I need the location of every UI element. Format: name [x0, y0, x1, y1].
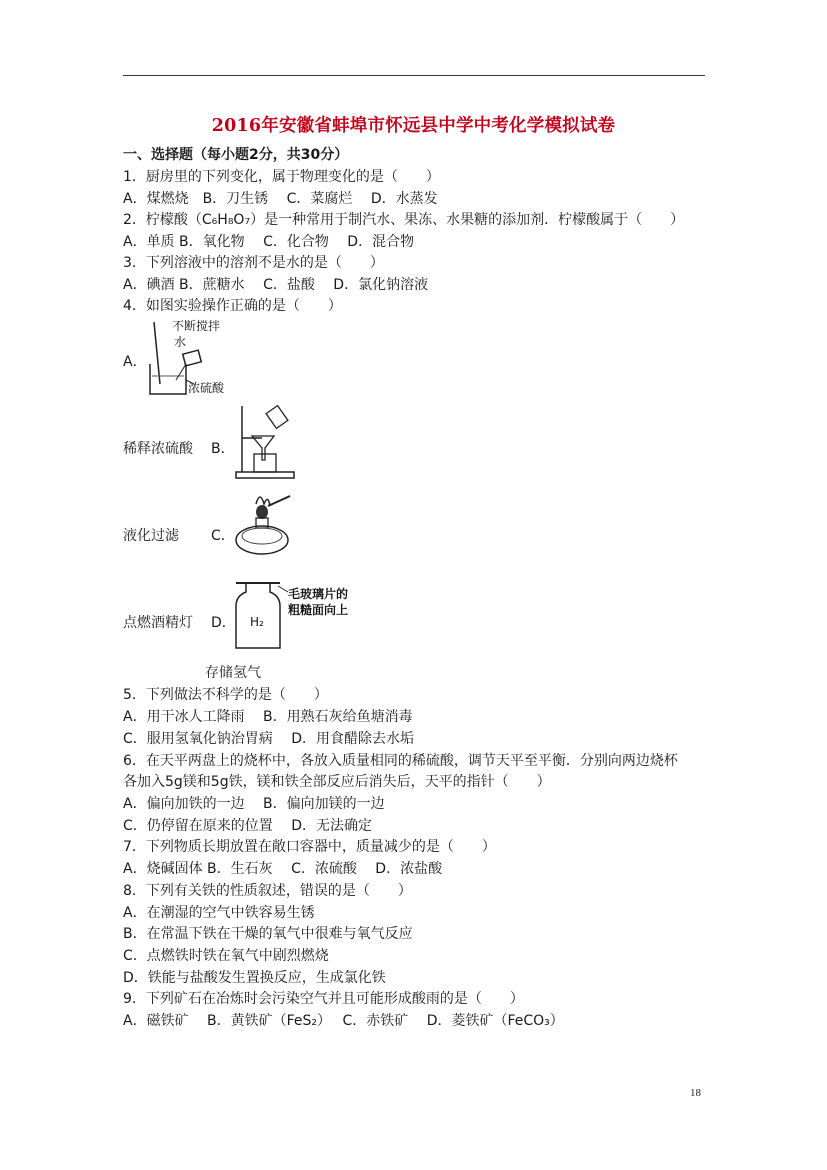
question-1-options: A．煤燃烧 B．刀生锈 C．菜腐烂 D．水蒸发	[123, 191, 438, 207]
question-4: 4．如图实验操作正确的是（ ）	[123, 298, 342, 314]
section-heading: 一、选择题（每小题2分，共30分）	[123, 147, 349, 163]
exam-title: 2016年安徽省蚌埠市怀远县中学中考化学模拟试卷	[211, 116, 616, 136]
question-6-cont: 各加入5g镁和5g铁，镁和铁全部反应后消失后，天平的指针（ ）	[123, 774, 551, 790]
dilution-label-acid: 浓硫酸	[188, 381, 225, 395]
question-2-options: A．单质 B．氧化物 C．化合物 D．混合物	[123, 234, 415, 250]
question-2: 2．柠檬酸（C₆H₈O₇）是一种常用于制汽水、果冻、水果糖的添加剂．柠檬酸属于（ ）	[123, 212, 685, 228]
question-6: 6．在天平两盘上的烧杯中，各放入质量相同的稀硫酸，调节天平至平衡．分别向两边烧杯	[123, 753, 678, 769]
q4-option-c-letter: C．	[211, 528, 235, 544]
question-7-options: A．烧碱固体 B．生石灰 C．浓硫酸 D．浓盐酸	[123, 861, 443, 877]
question-9: 9．下列矿石在冶炼时会污染空气并且可能形成酸雨的是（ ）	[123, 991, 524, 1007]
dilution-figure	[146, 318, 228, 398]
glass-label-line1: 毛玻璃片的	[288, 587, 349, 601]
q4-option-b-prefix: 稀释浓硫酸	[123, 441, 193, 457]
question-3-options: A．碘酒 B．蔗糖水 C．盐酸 D．氯化钠溶液	[123, 277, 429, 293]
q4-option-d-letter: D．	[211, 615, 236, 631]
dilution-label-stir: 不断搅拌	[172, 319, 221, 333]
question-7: 7．下列物质长期放置在敞口容器中，质量减少的是（ ）	[123, 839, 496, 855]
question-6-options-cd: C．仍停留在原来的位置 D．无法确定	[123, 818, 373, 834]
question-9-options: A．磁铁矿 B．黄铁矿（FeS₂） C．赤铁矿 D．菱铁矿（FeCO₃）	[123, 1013, 564, 1029]
gas-bottle-figure	[234, 580, 358, 650]
q4-option-a-letter: A．	[123, 354, 147, 370]
q4-option-d-prefix: 点燃酒精灯	[123, 615, 193, 631]
question-8-option-b: B．在常温下铁在干燥的氧气中很难与氧气反应	[123, 926, 413, 942]
hydrogen-label: H₂	[250, 615, 264, 629]
q4-option-c-prefix: 液化过滤	[123, 528, 179, 544]
question-5-options-cd: C．服用氢氧化钠治胃病 D．用食醋除去水垢	[123, 731, 415, 747]
question-6-options-ab: A．偏向加铁的一边 B．偏向加镁的一边	[123, 796, 385, 812]
filtration-figure	[234, 402, 296, 480]
q4-option-d-caption: 存储氢气	[205, 665, 261, 681]
question-8: 8．下列有关铁的性质叙述，错误的是（ ）	[123, 883, 412, 899]
question-1: 1．厨房里的下列变化，属于物理变化的是（ ）	[123, 169, 440, 185]
glass-label-line2: 粗糙面向上	[288, 603, 349, 617]
dilution-label-water: 水	[174, 335, 187, 349]
header-rule	[123, 75, 705, 76]
question-5-options-ab: A．用干冰人工降雨 B．用熟石灰给鱼塘消毒	[123, 709, 413, 725]
question-3: 3．下列溶液中的溶剂不是水的是（ ）	[123, 255, 384, 271]
question-8-option-d: D．铁能与盐酸发生置换反应，生成氯化铁	[123, 970, 386, 986]
question-8-option-c: C．点燃铁时铁在氧气中剧烈燃烧	[123, 948, 329, 964]
question-8-option-a: A．在潮湿的空气中铁容易生锈	[123, 905, 315, 921]
question-5: 5．下列做法不科学的是（ ）	[123, 687, 328, 703]
page-number: 18	[690, 1087, 701, 1099]
q4-option-b-letter: B．	[211, 441, 235, 457]
alcohol-lamp-figure	[234, 488, 294, 562]
